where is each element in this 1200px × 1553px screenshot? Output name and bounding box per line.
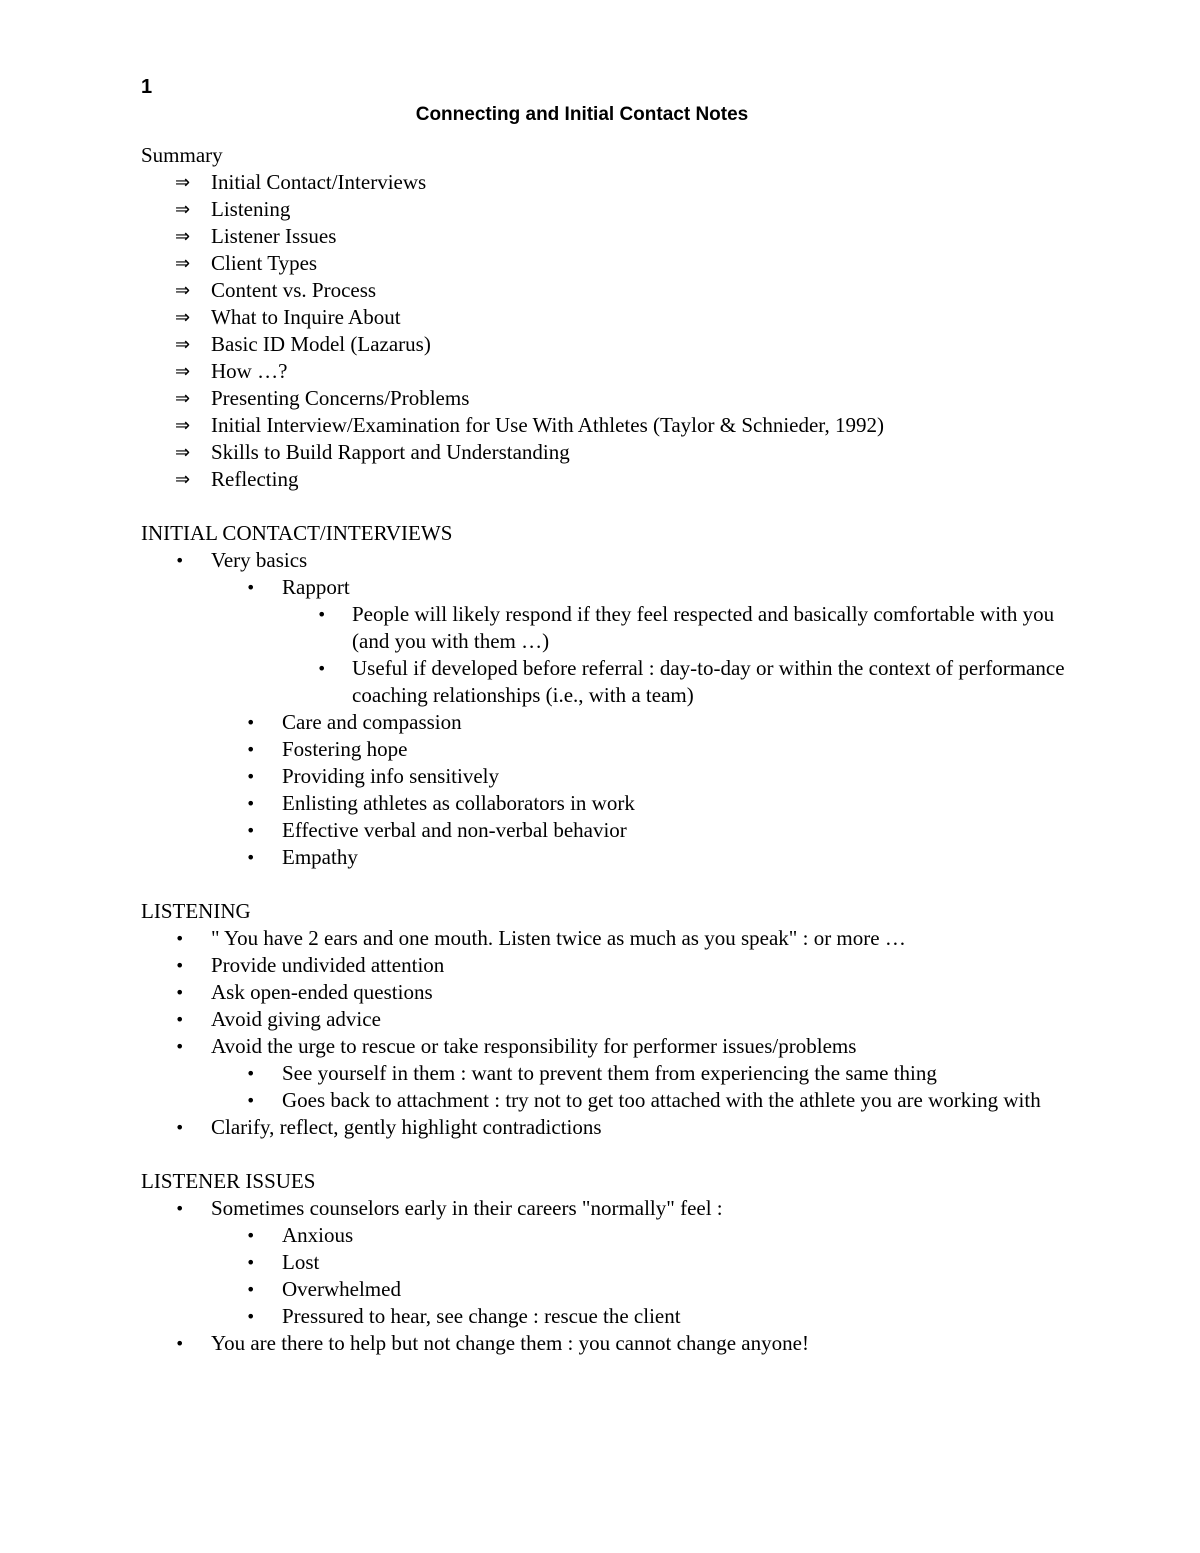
page-number: 1 xyxy=(141,76,153,98)
summary-list xyxy=(141,169,1081,493)
bullet-icon: • xyxy=(246,848,256,867)
list-item: • Enlisting athletes as collaborators in work xyxy=(246,791,635,815)
arrow-icon: ⇒ xyxy=(175,226,191,247)
list-item: • Very basics xyxy=(175,548,308,572)
listener-issues-heading: LISTENER ISSUES xyxy=(141,1169,316,1193)
list-item: • Useful if developed before referral : day-to-day or within the context of performance coaching relationships (i.e., with a team) xyxy=(317,656,1065,707)
initial-contact-heading: INITIAL CONTACT/INTERVIEWS xyxy=(141,521,453,545)
list-item: • Clarify, reflect, gently highlight contradictions xyxy=(175,1115,602,1139)
arrow-icon: ⇒ xyxy=(175,280,191,301)
summary-heading: Summary xyxy=(141,143,223,167)
list-item: • Sometimes counselors early in their careers "normally" feel : xyxy=(175,1196,723,1220)
bullet-icon: • xyxy=(175,983,185,1002)
list-item: • Providing info sensitively xyxy=(246,764,499,788)
list-item: • Fostering hope xyxy=(246,737,408,761)
bullet-icon: • xyxy=(246,794,256,813)
list-item: ⇒ Presenting Concerns/Problems xyxy=(175,386,470,410)
arrow-icon: ⇒ xyxy=(175,388,191,409)
list-item: • Provide undivided attention xyxy=(175,953,445,977)
listening-list xyxy=(141,925,1081,1060)
bullet-icon: • xyxy=(175,1037,185,1056)
list-item: • Care and compassion xyxy=(246,710,462,734)
list-item: ⇒ Basic ID Model (Lazarus) xyxy=(175,332,431,356)
arrow-icon: ⇒ xyxy=(175,172,191,193)
arrow-icon: ⇒ xyxy=(175,199,191,220)
bullet-icon: • xyxy=(246,1091,256,1110)
list-item: • Lost xyxy=(246,1250,320,1274)
list-item: • Overwhelmed xyxy=(246,1277,401,1301)
bullet-icon: • xyxy=(246,821,256,840)
arrow-icon: ⇒ xyxy=(175,253,191,274)
document-body xyxy=(141,142,1081,1357)
list-item: ⇒ Reflecting xyxy=(175,467,299,491)
list-item: • People will likely respond if they feel respected and basically comfortable with you (and you with them …) xyxy=(317,602,1055,653)
bullet-icon: • xyxy=(175,956,185,975)
bullet-icon: • xyxy=(175,1199,185,1218)
bullet-icon: • xyxy=(175,551,185,570)
bullet-icon: • xyxy=(246,740,256,759)
bullet-icon: • xyxy=(175,1118,185,1137)
arrow-icon: ⇒ xyxy=(175,469,191,490)
list-item: ⇒ How …? xyxy=(175,359,288,383)
bullet-icon: • xyxy=(246,1280,256,1299)
list-item: • " You have 2 ears and one mouth. Listen twice as much as you speak" : or more … xyxy=(175,926,906,950)
list-item: ⇒ Client Types xyxy=(175,251,318,275)
list-item: • Effective verbal and non-verbal behavior xyxy=(246,818,627,842)
list-item: • Goes back to attachment : try not to get too attached with the athlete you are working with xyxy=(246,1088,1041,1112)
bullet-icon: • xyxy=(175,929,185,948)
list-item: ⇒ Content vs. Process xyxy=(175,278,377,302)
list-item: • You are there to help but not change them : you cannot change anyone! xyxy=(175,1331,809,1355)
list-item: • Pressured to hear, see change : rescue the client xyxy=(246,1304,681,1328)
bullet-icon: • xyxy=(175,1010,185,1029)
bullet-icon: • xyxy=(246,1226,256,1245)
bullet-icon: • xyxy=(175,1334,185,1353)
bullet-icon: • xyxy=(246,713,256,732)
bullet-icon: • xyxy=(317,605,327,624)
initial-contact-list xyxy=(141,547,1081,574)
list-item: • Rapport xyxy=(246,575,350,599)
listener-issues-list xyxy=(141,1195,1081,1222)
arrow-icon: ⇒ xyxy=(175,415,191,436)
bullet-icon: • xyxy=(246,578,256,597)
list-item: ⇒ What to Inquire About xyxy=(175,305,401,329)
bullet-icon: • xyxy=(246,1307,256,1326)
list-item: ⇒ Listener Issues xyxy=(175,224,337,248)
arrow-icon: ⇒ xyxy=(175,307,191,328)
list-item: ⇒ Listening xyxy=(175,197,291,221)
bullet-icon: • xyxy=(317,659,327,678)
list-item: ⇒ Skills to Build Rapport and Understanding xyxy=(175,440,570,464)
arrow-icon: ⇒ xyxy=(175,442,191,463)
list-item: • Ask open-ended questions xyxy=(175,980,433,1004)
document-title: Connecting and Initial Contact Notes xyxy=(415,104,749,125)
arrow-icon: ⇒ xyxy=(175,361,191,382)
list-item: • Avoid giving advice xyxy=(175,1007,381,1031)
list-item: • Empathy xyxy=(246,845,358,869)
arrow-icon: ⇒ xyxy=(175,334,191,355)
list-item: ⇒ Initial Contact/Interviews xyxy=(175,170,427,194)
listening-heading: LISTENING xyxy=(141,899,251,923)
list-item: ⇒ Initial Interview/Examination for Use With Athletes (Taylor & Schnieder, 1992) xyxy=(175,413,884,437)
list-item: • See yourself in them : want to prevent them from experiencing the same thing xyxy=(246,1061,937,1085)
list-item: • Avoid the urge to rescue or take responsibility for performer issues/problems xyxy=(175,1034,857,1058)
list-item: • Anxious xyxy=(246,1223,354,1247)
bullet-icon: • xyxy=(246,1253,256,1272)
bullet-icon: • xyxy=(246,1064,256,1083)
bullet-icon: • xyxy=(246,767,256,786)
